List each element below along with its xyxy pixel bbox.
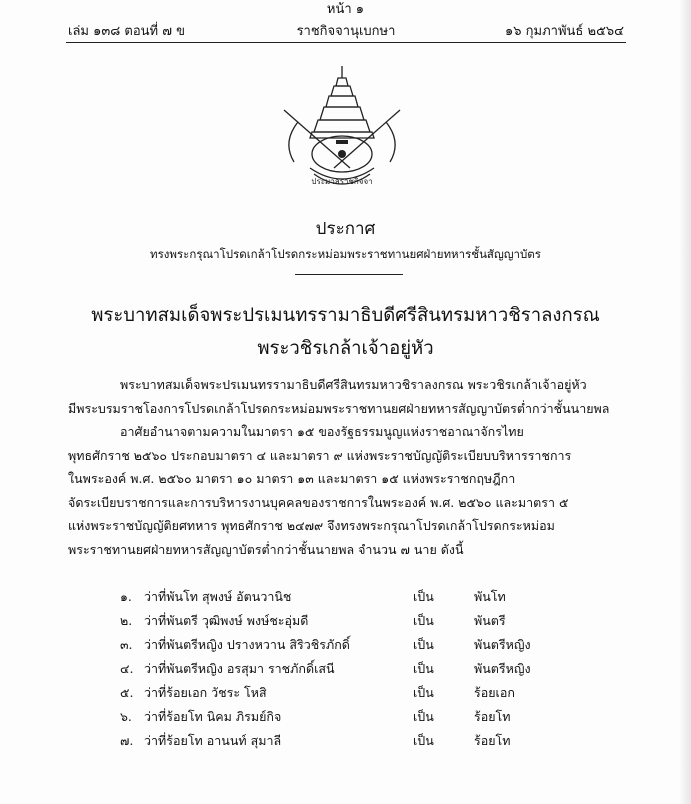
item-rank: พันตรีหญิง <box>474 637 531 652</box>
paragraph-line: แห่งพระราชบัญญัติยศทหาร พุทธศักราช ๒๔๗๙ จึงทรงพระกรุณาโปรดเกล้าโปรดกระหม่อม <box>68 518 555 533</box>
list-item <box>0 635 691 659</box>
item-number: ๓. <box>120 637 133 652</box>
item-rank: ร้อยโท <box>474 709 511 724</box>
item-verb: เป็น <box>413 709 434 724</box>
header-divider <box>66 42 626 43</box>
item-name: ว่าที่ร้อยโท นิคม ภิรมย์กิจ <box>144 709 282 724</box>
list-item <box>0 707 691 731</box>
item-name: ว่าที่พันโท สุพงษ์ อัตนวานิช <box>144 589 292 604</box>
item-rank: พันตรี <box>474 613 506 628</box>
volume-issue: เล่ม ๑๓๘ ตอนที่ ๗ ข <box>68 24 186 39</box>
item-number: ๒. <box>120 613 133 628</box>
item-number: ๔. <box>120 661 134 676</box>
royal-name-line-1: พระบาทสมเด็จพระปรเมนทรรามาธิบดีศรีสินทรมหาวชิราลงกรณ <box>91 305 600 326</box>
royal-name-line-2: พระวชิรเกล้าเจ้าอยู่หัว <box>257 338 434 359</box>
item-number: ๖. <box>120 709 132 724</box>
item-name: ว่าที่พันตรีหญิง อรสุมา ราชภักดิ์เสนี <box>144 661 335 676</box>
paragraph-line: มีพระบรมราชโองการโปรดเกล้าโปรดกระหม่อมพระราชทานยศฝ่ายทหารสัญญาบัตรต่ำกว่าชั้นนายพล <box>68 400 610 416</box>
gazette-header <box>68 20 624 40</box>
paragraph-line: จัดระเบียบราชการและการบริหารงานบุคคลของราชการในพระองค์ พ.ศ. ๒๕๖๐ และมาตรา ๕ <box>68 494 569 510</box>
seal-caption: ประมวลราชกิจจา <box>311 177 373 186</box>
paragraph-line: พุทธศักราช ๒๕๖๐ ประกอบมาตรา ๔ และมาตรา ๙ แห่งพระราชบัญญัติระเบียบบริหารราชการ <box>68 447 572 463</box>
item-verb: เป็น <box>413 589 434 604</box>
list-item <box>0 611 691 635</box>
page-number: หน้า ๑ <box>326 2 365 17</box>
paragraph-line: พระบาทสมเด็จพระปรเมนทรรามาธิบดีศรีสินทรมหาวชิราลงกรณ พระวชิรเกล้าเจ้าอยู่หัว <box>120 377 587 392</box>
page-title: ประกาศ <box>315 219 376 239</box>
paragraph-line: อาศัยอำนาจตามความในมาตรา ๑๕ ของรัฐธรรมนูญแห่งราชอาณาจักรไทย <box>120 424 524 439</box>
list-item <box>0 683 691 707</box>
publish-date: ๑๖ กุมภาพันธ์ ๒๕๖๔ <box>505 24 624 39</box>
page-subtitle: ทรงพระกรุณาโปรดเกล้าโปรดกระหม่อมพระราชทานยศฝ่ายทหารชั้นสัญญาบัตร <box>150 247 541 261</box>
item-name: ว่าที่พันตรีหญิง ปรางหวาน สิริวชิรภักดิ์ <box>144 637 350 652</box>
paragraph-preamble <box>68 373 624 420</box>
item-name: ว่าที่ร้อยโท อานนท์ สุมาลี <box>144 733 282 748</box>
item-rank: พันโท <box>474 589 506 604</box>
gazette-name: ราชกิจจานุเบกษา <box>296 24 396 39</box>
item-verb: เป็น <box>413 661 434 676</box>
list-item <box>0 731 691 755</box>
list-item <box>0 659 691 683</box>
list-item <box>0 587 691 611</box>
item-rank: พันตรีหญิง <box>474 661 531 676</box>
item-verb: เป็น <box>413 685 434 700</box>
item-name: ว่าที่พันตรี วุฒิพงษ์ พงษ์ชะอุ่มดี <box>144 613 309 628</box>
item-verb: เป็น <box>413 733 434 748</box>
item-number: ๑. <box>120 589 132 604</box>
item-name: ว่าที่ร้อยเอก วัชระ โหสิ <box>144 685 267 700</box>
item-number: ๗. <box>120 733 134 748</box>
item-rank: ร้อยโท <box>474 733 511 748</box>
title-divider <box>295 274 403 275</box>
paragraph-line: พระราชทานยศฝ่ายทหารสัญญาบัตรต่ำกว่าชั้นนายพล จำนวน ๗ นาย ดังนี้ <box>68 541 464 557</box>
item-rank: ร้อยเอก <box>474 685 515 700</box>
item-verb: เป็น <box>413 637 434 652</box>
paragraph-authority <box>68 420 624 561</box>
item-number: ๕. <box>120 685 134 700</box>
item-verb: เป็น <box>413 613 434 628</box>
paragraph-line: ในพระองค์ พ.ศ. ๒๕๖๐ มาตรา ๑๐ มาตรา ๑๓ และมาตรา ๑๕ แห่งพระราชกฤษฎีกา <box>68 471 516 486</box>
royal-crown-seal-icon <box>272 64 412 194</box>
